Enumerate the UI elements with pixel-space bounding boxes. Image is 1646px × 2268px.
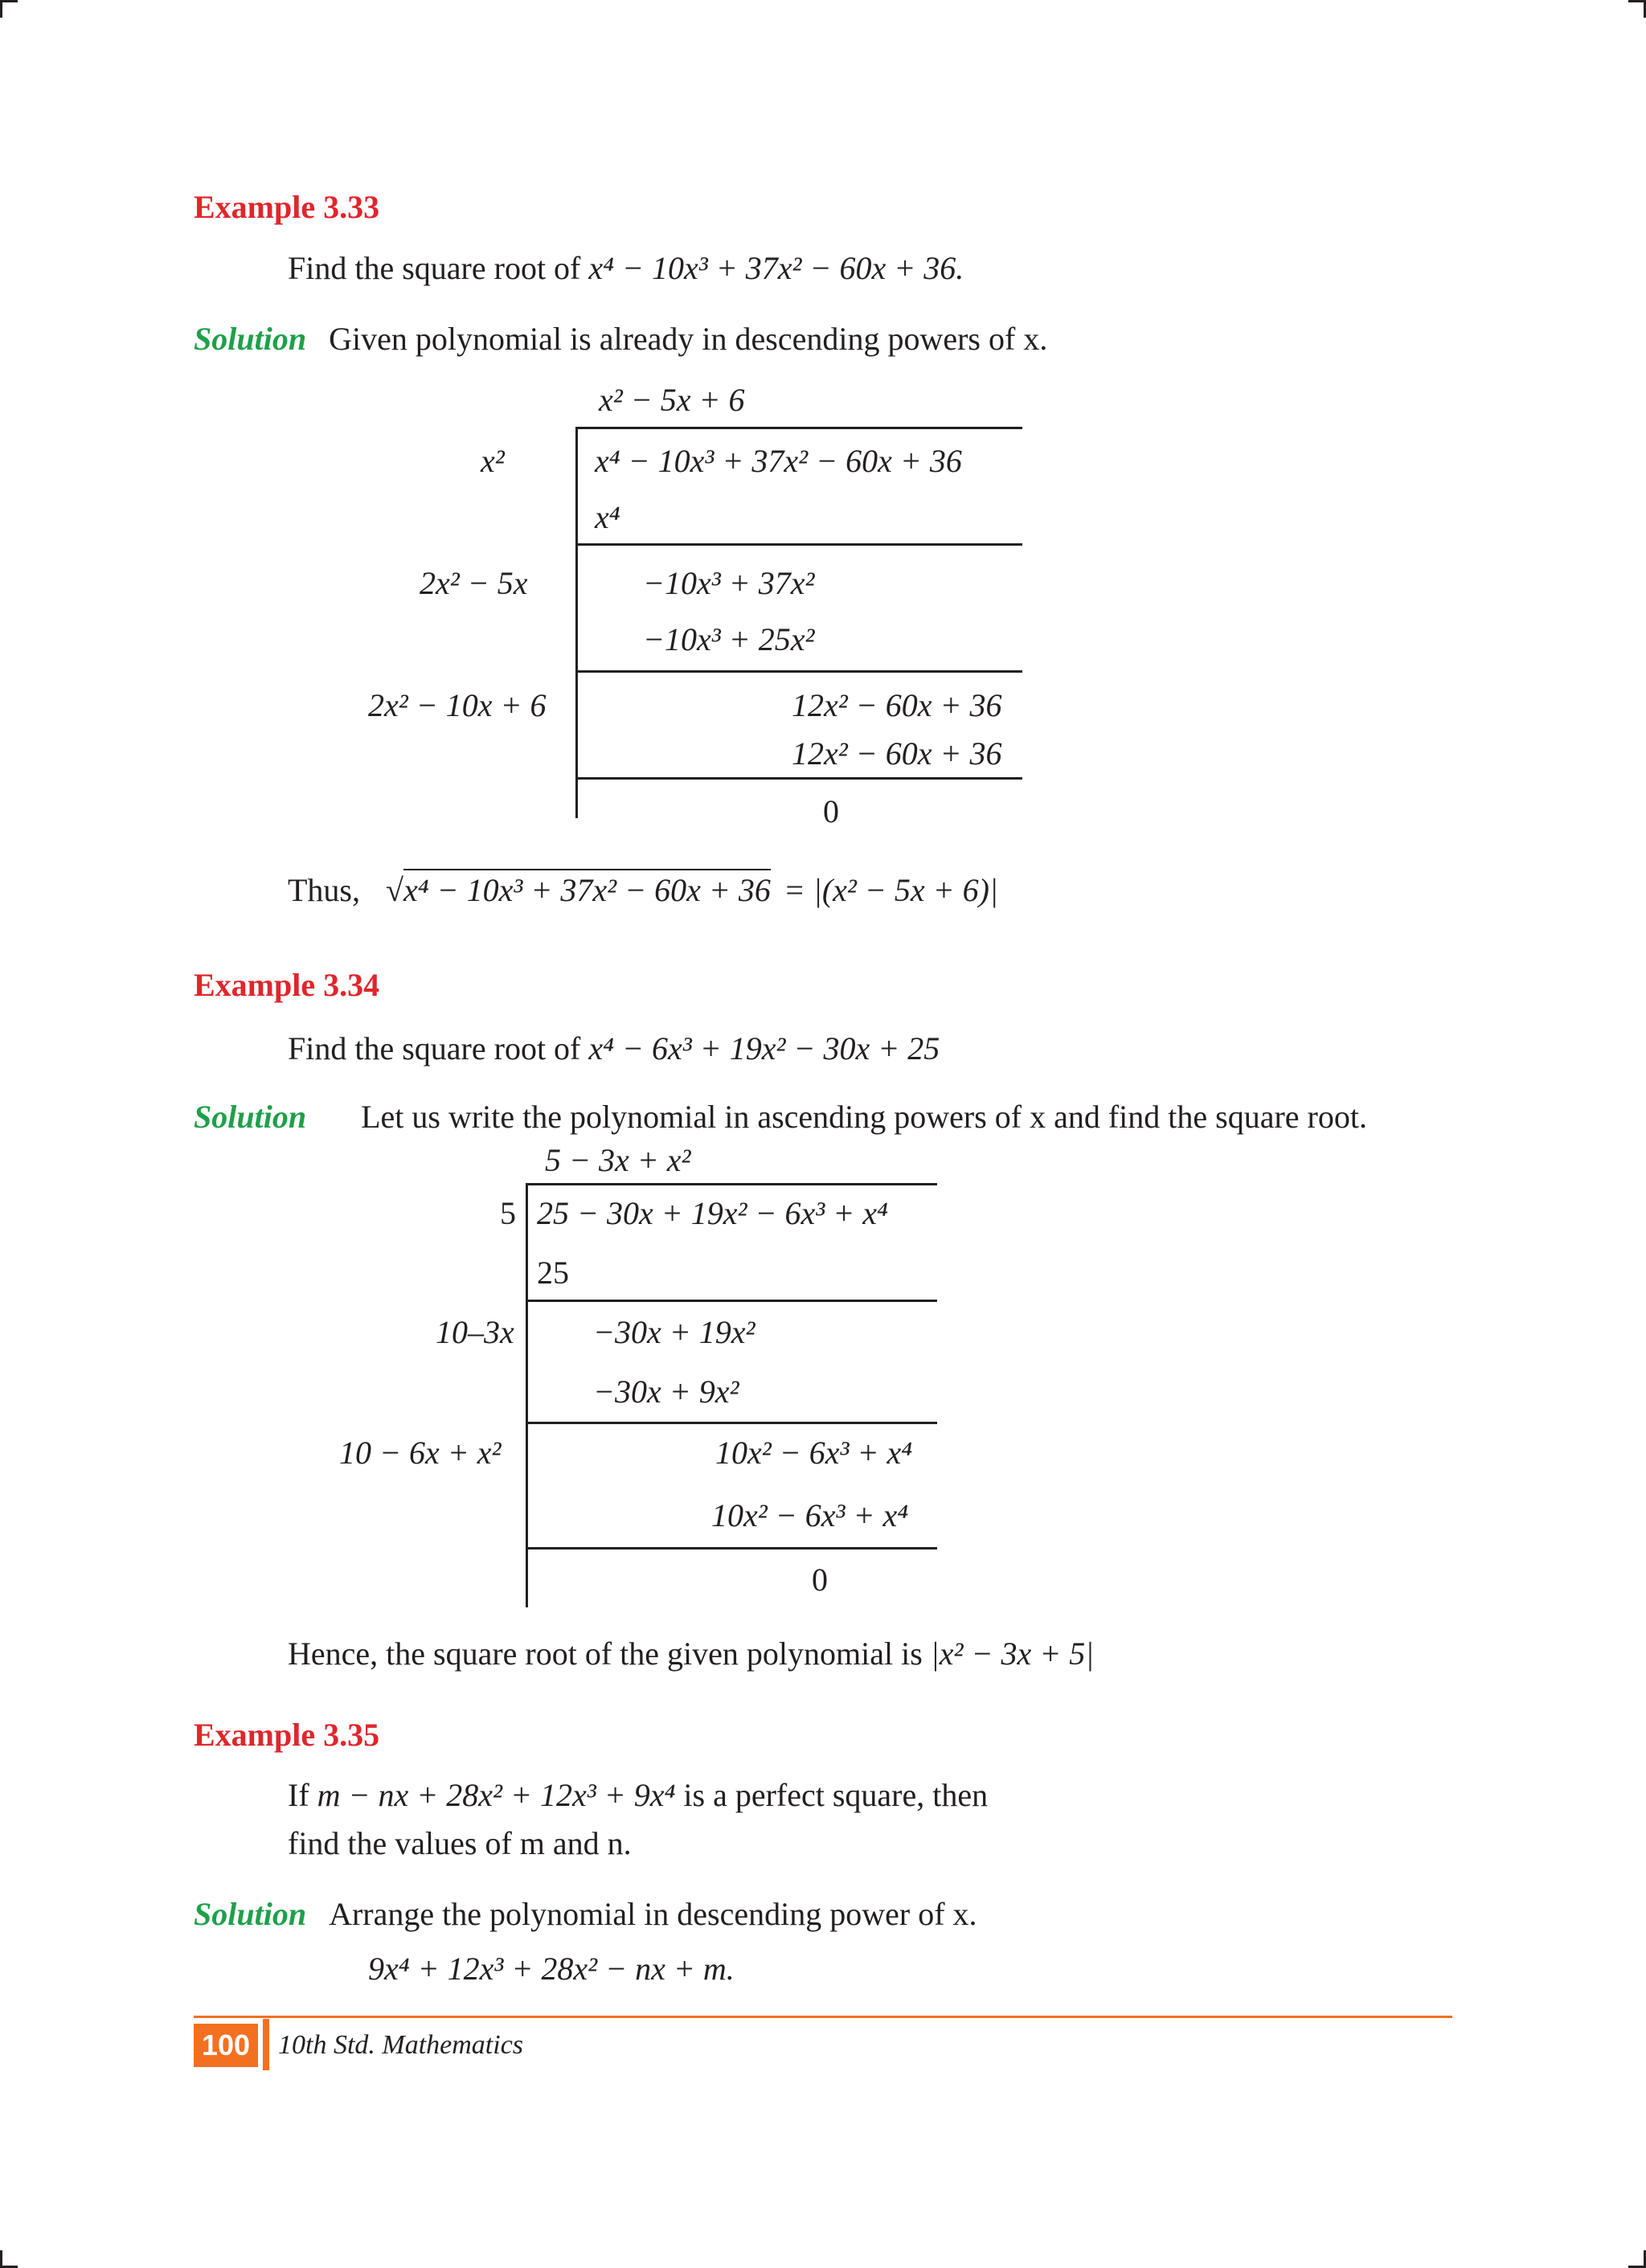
- solution-label: Solution: [194, 1099, 307, 1135]
- step-row: 10x² − 6x³ + x⁴: [711, 1497, 909, 1533]
- problem-statement: [288, 252, 964, 285]
- step-row: x⁴: [595, 499, 620, 535]
- step-row: 25: [537, 1255, 569, 1291]
- example-title: Example 3.34: [194, 967, 380, 1003]
- problem-text: Find the square root of: [288, 250, 589, 286]
- divisor: 2x² − 10x + 6: [368, 687, 547, 723]
- division-rule: [575, 543, 1022, 546]
- dividend: x⁴ − 10x³ + 37x² − 60x + 36: [595, 443, 962, 479]
- solution-label: Solution: [194, 1896, 307, 1932]
- solution-text: Given polynomial is already in descending powers of x.: [329, 321, 1048, 357]
- book-title: 10th Std. Mathematics: [278, 2030, 524, 2060]
- page-number: 100: [194, 2024, 258, 2067]
- problem-text: is a perfect square, then: [675, 1777, 989, 1813]
- example-title: Example 3.35: [194, 1717, 380, 1753]
- remainder: 0: [812, 1562, 828, 1598]
- division-rule: [526, 1422, 937, 1424]
- step-row: 12x² − 60x + 36: [792, 735, 1002, 772]
- remainder: 0: [823, 793, 839, 829]
- step-row: −30x + 19x²: [593, 1314, 755, 1350]
- conclusion: [288, 1635, 1095, 1672]
- divisor: 10–3x: [436, 1314, 514, 1350]
- solution-line: [194, 1098, 1367, 1136]
- page-number-bar: [263, 2019, 269, 2070]
- dividend: 25 − 30x + 19x² − 6x³ + x⁴: [537, 1195, 888, 1231]
- division-rule: [526, 1183, 937, 1185]
- divisor: 5: [500, 1195, 516, 1231]
- problem-statement: [288, 1779, 988, 1812]
- division-rule: [526, 1547, 937, 1550]
- problem-expression: m − nx + 28x² + 12x³ + 9x⁴: [317, 1777, 676, 1813]
- problem-text: If: [288, 1777, 317, 1813]
- arranged-polynomial: 9x⁴ + 12x³ + 28x² − nx + m.: [368, 1951, 735, 1987]
- step-row: 12x² − 60x + 36: [792, 687, 1002, 723]
- problem-statement-line2: find the values of m and n.: [288, 1825, 632, 1861]
- division-rule: [526, 1300, 937, 1302]
- conclusion-text: Hence, the square root of the given polynomial is: [288, 1635, 931, 1672]
- step-row: −10x³ + 25x²: [643, 621, 815, 657]
- problem-expression: x⁴ − 10x³ + 37x² − 60x + 36.: [588, 250, 964, 286]
- step-row: 10x² − 6x³ + x⁴: [715, 1435, 913, 1471]
- conclusion-result: |x² − 3x + 5|: [930, 1635, 1095, 1672]
- problem-statement: [288, 1030, 940, 1066]
- square-root-symbol: √: [386, 872, 403, 908]
- radicand: x⁴ − 10x³ + 37x² − 60x + 36: [403, 869, 771, 908]
- solution-text: Arrange the polynomial in descending power of x.: [329, 1896, 977, 1932]
- divisor: x²: [481, 443, 505, 479]
- division-bracket: [575, 427, 578, 818]
- problem-text: Find the square root of: [288, 1030, 589, 1066]
- conclusion-result: = |(x² − 5x + 6)|: [783, 872, 998, 908]
- division-quotient: 5 − 3x + x²: [545, 1142, 691, 1178]
- division-quotient: x² − 5x + 6: [599, 382, 745, 418]
- crop-mark-top-right: [1628, 0, 1646, 2]
- crop-mark-top-left: [0, 0, 2, 18]
- footer-rule: [194, 2016, 1452, 2018]
- divisor: 2x² − 5x: [420, 565, 528, 601]
- division-rule: [575, 777, 1022, 780]
- example-title: Example 3.33: [194, 189, 380, 225]
- step-row: −10x³ + 37x²: [643, 565, 815, 601]
- solution-line: [194, 1895, 977, 1933]
- crop-mark-top-left: [0, 0, 18, 2]
- solution-label: Solution: [194, 321, 307, 357]
- step-row: −30x + 9x²: [593, 1373, 739, 1410]
- division-rule: [575, 427, 1022, 429]
- divisor: 10 − 6x + x²: [339, 1435, 502, 1471]
- conclusion-prefix: Thus,: [288, 872, 360, 908]
- division-bracket: [526, 1183, 528, 1607]
- solution-line: [194, 320, 1047, 358]
- solution-text: Let us write the polynomial in ascending powers of x and find the square root.: [361, 1099, 1367, 1135]
- problem-expression: x⁴ − 6x³ + 19x² − 30x + 25: [588, 1030, 940, 1066]
- division-rule: [575, 670, 1022, 673]
- conclusion: [288, 874, 998, 907]
